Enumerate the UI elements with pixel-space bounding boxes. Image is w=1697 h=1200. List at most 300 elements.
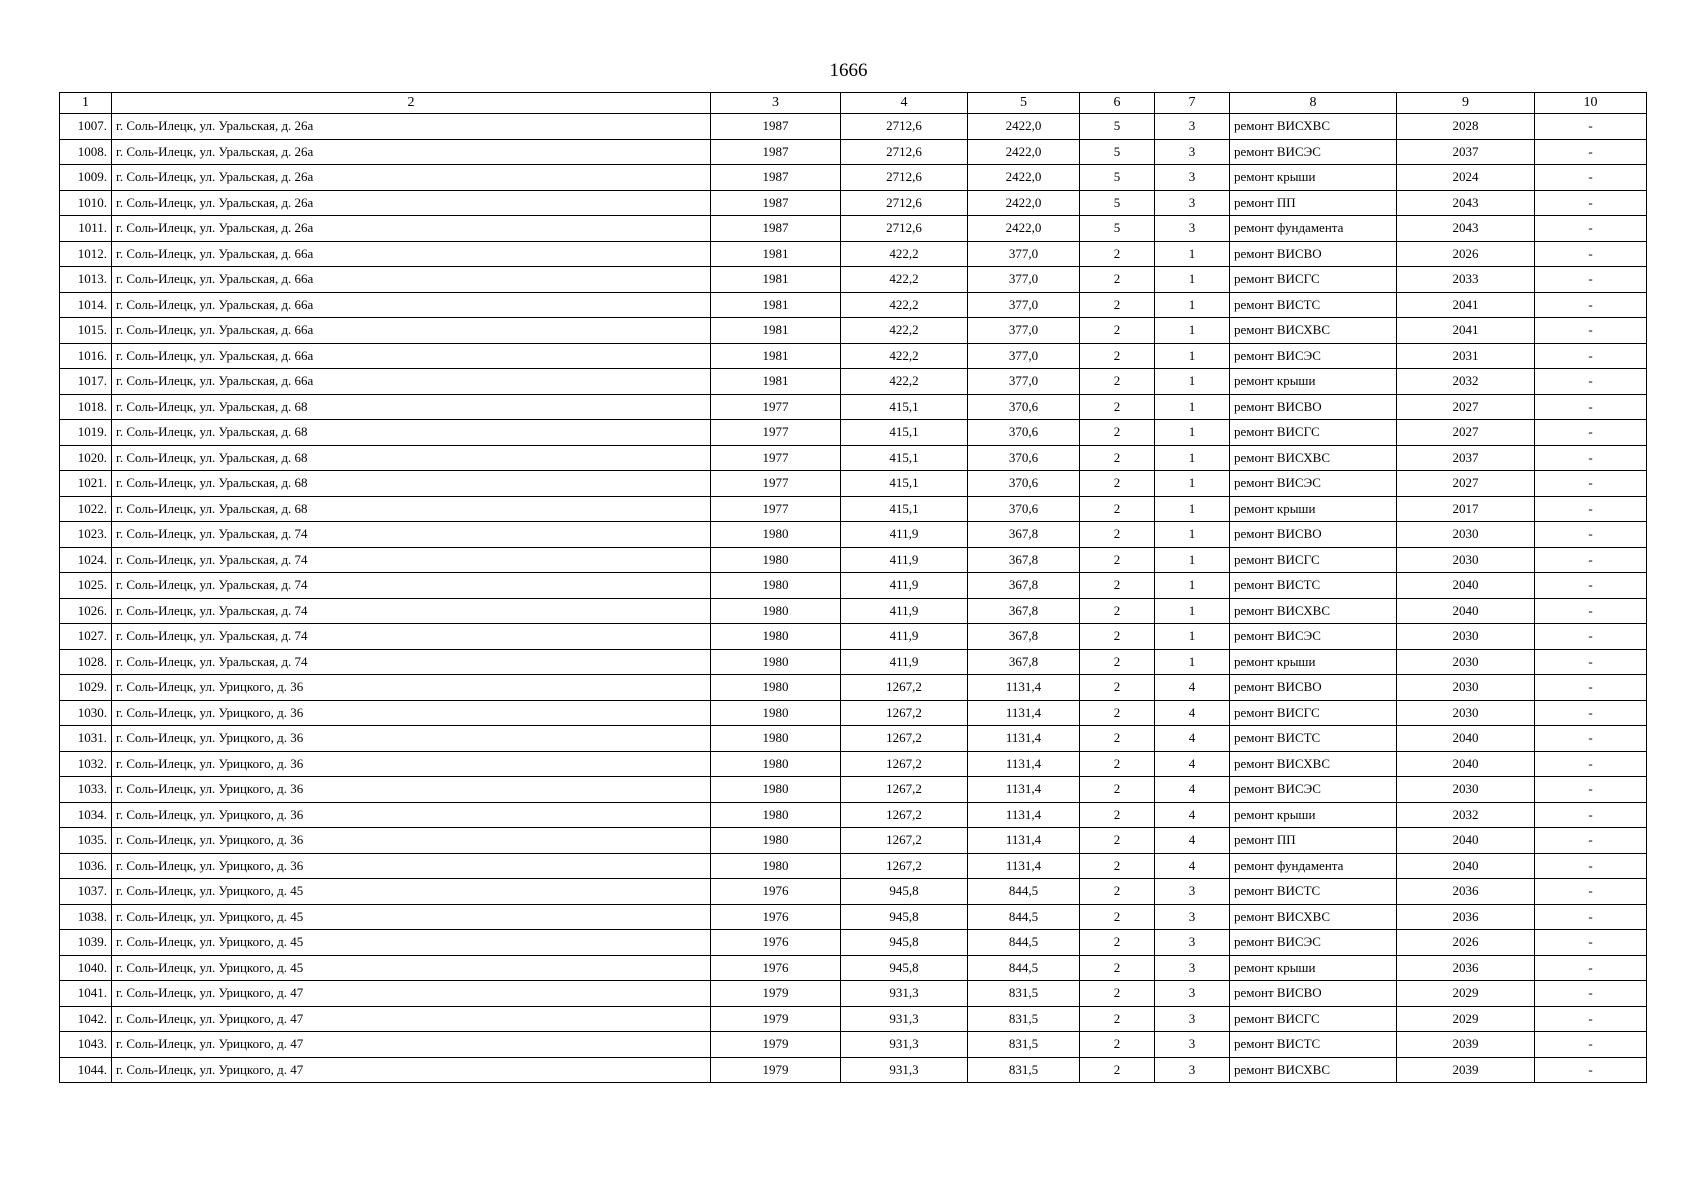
- cell-floors: 2: [1080, 649, 1155, 675]
- cell-note: -: [1535, 471, 1647, 497]
- cell-living-area: 370,6: [968, 420, 1080, 446]
- cell-planned-year: 2026: [1397, 241, 1535, 267]
- cell-work-type: ремонт ВИСЭС: [1230, 777, 1397, 803]
- cell-planned-year: 2029: [1397, 1006, 1535, 1032]
- cell-entrances: 3: [1155, 1006, 1230, 1032]
- cell-note: -: [1535, 675, 1647, 701]
- cell-total-area: 422,2: [841, 241, 968, 267]
- column-header: 4: [841, 93, 968, 114]
- cell-address: г. Соль-Илецк, ул. Урицкого, д. 36: [112, 853, 711, 879]
- table-row: [60, 522, 1647, 548]
- table-row: [60, 879, 1647, 905]
- cell-planned-year: 2024: [1397, 165, 1535, 191]
- cell-planned-year: 2030: [1397, 649, 1535, 675]
- cell-row-number: 1028.: [60, 649, 112, 675]
- cell-entrances: 4: [1155, 777, 1230, 803]
- cell-floors: 2: [1080, 879, 1155, 905]
- cell-note: -: [1535, 777, 1647, 803]
- cell-row-number: 1032.: [60, 751, 112, 777]
- cell-year-built: 1979: [711, 981, 841, 1007]
- cell-address: г. Соль-Илецк, ул. Уральская, д. 74: [112, 649, 711, 675]
- cell-work-type: ремонт ВИСЭС: [1230, 930, 1397, 956]
- cell-planned-year: 2030: [1397, 624, 1535, 650]
- cell-work-type: ремонт ВИСВО: [1230, 675, 1397, 701]
- cell-row-number: 1044.: [60, 1057, 112, 1083]
- cell-note: -: [1535, 598, 1647, 624]
- table-row: [60, 267, 1647, 293]
- cell-living-area: 370,6: [968, 394, 1080, 420]
- cell-note: -: [1535, 981, 1647, 1007]
- cell-address: г. Соль-Илецк, ул. Урицкого, д. 47: [112, 981, 711, 1007]
- cell-entrances: 3: [1155, 139, 1230, 165]
- cell-year-built: 1976: [711, 955, 841, 981]
- cell-entrances: 3: [1155, 981, 1230, 1007]
- cell-planned-year: 2039: [1397, 1057, 1535, 1083]
- cell-address: г. Соль-Илецк, ул. Уральская, д. 26а: [112, 114, 711, 140]
- cell-entrances: 3: [1155, 955, 1230, 981]
- cell-row-number: 1025.: [60, 573, 112, 599]
- cell-entrances: 3: [1155, 190, 1230, 216]
- cell-note: -: [1535, 853, 1647, 879]
- cell-year-built: 1980: [711, 649, 841, 675]
- cell-work-type: ремонт ВИСТС: [1230, 1032, 1397, 1058]
- cell-floors: 2: [1080, 292, 1155, 318]
- cell-note: -: [1535, 139, 1647, 165]
- cell-work-type: ремонт ВИСВО: [1230, 522, 1397, 548]
- cell-entrances: 4: [1155, 751, 1230, 777]
- cell-entrances: 4: [1155, 828, 1230, 854]
- cell-floors: 2: [1080, 802, 1155, 828]
- cell-floors: 2: [1080, 700, 1155, 726]
- cell-row-number: 1024.: [60, 547, 112, 573]
- cell-row-number: 1030.: [60, 700, 112, 726]
- cell-planned-year: 2017: [1397, 496, 1535, 522]
- cell-note: -: [1535, 267, 1647, 293]
- cell-entrances: 1: [1155, 241, 1230, 267]
- cell-row-number: 1040.: [60, 955, 112, 981]
- cell-work-type: ремонт ВИСГС: [1230, 700, 1397, 726]
- table-row: [60, 369, 1647, 395]
- table-row: [60, 190, 1647, 216]
- cell-work-type: ремонт ВИСЭС: [1230, 343, 1397, 369]
- cell-note: -: [1535, 445, 1647, 471]
- cell-planned-year: 2026: [1397, 930, 1535, 956]
- cell-planned-year: 2037: [1397, 139, 1535, 165]
- cell-living-area: 1131,4: [968, 726, 1080, 752]
- cell-address: г. Соль-Илецк, ул. Уральская, д. 26а: [112, 139, 711, 165]
- cell-floors: 2: [1080, 598, 1155, 624]
- cell-row-number: 1008.: [60, 139, 112, 165]
- cell-row-number: 1016.: [60, 343, 112, 369]
- cell-living-area: 1131,4: [968, 675, 1080, 701]
- cell-address: г. Соль-Илецк, ул. Уральская, д. 66а: [112, 241, 711, 267]
- cell-work-type: ремонт ВИСГС: [1230, 1006, 1397, 1032]
- cell-entrances: 1: [1155, 394, 1230, 420]
- cell-living-area: 377,0: [968, 241, 1080, 267]
- table-row: [60, 777, 1647, 803]
- cell-living-area: 844,5: [968, 955, 1080, 981]
- cell-row-number: 1038.: [60, 904, 112, 930]
- cell-floors: 5: [1080, 114, 1155, 140]
- cell-note: -: [1535, 573, 1647, 599]
- cell-row-number: 1014.: [60, 292, 112, 318]
- cell-total-area: 2712,6: [841, 114, 968, 140]
- cell-row-number: 1020.: [60, 445, 112, 471]
- cell-planned-year: 2030: [1397, 547, 1535, 573]
- cell-work-type: ремонт ВИСХВС: [1230, 445, 1397, 471]
- cell-row-number: 1042.: [60, 1006, 112, 1032]
- table-row: [60, 1057, 1647, 1083]
- cell-year-built: 1987: [711, 216, 841, 242]
- cell-address: г. Соль-Илецк, ул. Уральская, д. 74: [112, 598, 711, 624]
- cell-total-area: 415,1: [841, 496, 968, 522]
- table-row: [60, 751, 1647, 777]
- cell-work-type: ремонт ВИСХВС: [1230, 904, 1397, 930]
- cell-work-type: ремонт фундамента: [1230, 216, 1397, 242]
- cell-living-area: 370,6: [968, 471, 1080, 497]
- cell-note: -: [1535, 292, 1647, 318]
- cell-planned-year: 2030: [1397, 675, 1535, 701]
- cell-year-built: 1977: [711, 471, 841, 497]
- cell-floors: 2: [1080, 981, 1155, 1007]
- cell-year-built: 1980: [711, 777, 841, 803]
- cell-planned-year: 2037: [1397, 445, 1535, 471]
- cell-year-built: 1980: [711, 700, 841, 726]
- cell-total-area: 411,9: [841, 598, 968, 624]
- table-row: [60, 318, 1647, 344]
- table-row: [60, 828, 1647, 854]
- column-header: 8: [1230, 93, 1397, 114]
- cell-row-number: 1018.: [60, 394, 112, 420]
- table-row: [60, 930, 1647, 956]
- cell-total-area: 2712,6: [841, 139, 968, 165]
- cell-address: г. Соль-Илецк, ул. Урицкого, д. 36: [112, 726, 711, 752]
- cell-living-area: 377,0: [968, 318, 1080, 344]
- cell-work-type: ремонт ПП: [1230, 190, 1397, 216]
- cell-address: г. Соль-Илецк, ул. Урицкого, д. 45: [112, 904, 711, 930]
- cell-floors: 2: [1080, 828, 1155, 854]
- cell-entrances: 1: [1155, 292, 1230, 318]
- cell-year-built: 1981: [711, 369, 841, 395]
- cell-row-number: 1010.: [60, 190, 112, 216]
- cell-entrances: 3: [1155, 879, 1230, 905]
- cell-work-type: ремонт ВИСВО: [1230, 981, 1397, 1007]
- cell-total-area: 931,3: [841, 1032, 968, 1058]
- cell-row-number: 1029.: [60, 675, 112, 701]
- table-row: [60, 598, 1647, 624]
- cell-planned-year: 2031: [1397, 343, 1535, 369]
- cell-work-type: ремонт ПП: [1230, 828, 1397, 854]
- cell-total-area: 945,8: [841, 930, 968, 956]
- cell-address: г. Соль-Илецк, ул. Уральская, д. 74: [112, 547, 711, 573]
- cell-address: г. Соль-Илецк, ул. Уральская, д. 66а: [112, 369, 711, 395]
- cell-address: г. Соль-Илецк, ул. Уральская, д. 68: [112, 420, 711, 446]
- cell-floors: 2: [1080, 522, 1155, 548]
- cell-note: -: [1535, 369, 1647, 395]
- cell-address: г. Соль-Илецк, ул. Урицкого, д. 45: [112, 955, 711, 981]
- cell-total-area: 945,8: [841, 904, 968, 930]
- cell-note: -: [1535, 1032, 1647, 1058]
- cell-floors: 2: [1080, 904, 1155, 930]
- table-body: [60, 114, 1647, 1083]
- cell-floors: 2: [1080, 445, 1155, 471]
- cell-row-number: 1013.: [60, 267, 112, 293]
- cell-living-area: 831,5: [968, 1032, 1080, 1058]
- cell-total-area: 945,8: [841, 879, 968, 905]
- cell-row-number: 1037.: [60, 879, 112, 905]
- cell-note: -: [1535, 420, 1647, 446]
- cell-floors: 2: [1080, 394, 1155, 420]
- table-row: [60, 445, 1647, 471]
- cell-floors: 2: [1080, 420, 1155, 446]
- cell-note: -: [1535, 343, 1647, 369]
- cell-address: г. Соль-Илецк, ул. Уральская, д. 26а: [112, 165, 711, 191]
- table-row: [60, 241, 1647, 267]
- cell-entrances: 4: [1155, 853, 1230, 879]
- cell-living-area: 367,8: [968, 649, 1080, 675]
- cell-planned-year: 2027: [1397, 471, 1535, 497]
- cell-floors: 2: [1080, 343, 1155, 369]
- cell-year-built: 1977: [711, 496, 841, 522]
- cell-row-number: 1021.: [60, 471, 112, 497]
- cell-address: г. Соль-Илецк, ул. Урицкого, д. 47: [112, 1032, 711, 1058]
- cell-total-area: 945,8: [841, 955, 968, 981]
- cell-row-number: 1007.: [60, 114, 112, 140]
- cell-row-number: 1022.: [60, 496, 112, 522]
- cell-row-number: 1036.: [60, 853, 112, 879]
- cell-row-number: 1039.: [60, 930, 112, 956]
- cell-row-number: 1043.: [60, 1032, 112, 1058]
- cell-work-type: ремонт ВИСХВС: [1230, 751, 1397, 777]
- cell-note: -: [1535, 547, 1647, 573]
- cell-address: г. Соль-Илецк, ул. Урицкого, д. 36: [112, 802, 711, 828]
- cell-entrances: 1: [1155, 343, 1230, 369]
- cell-address: г. Соль-Илецк, ул. Уральская, д. 68: [112, 471, 711, 497]
- table-row: [60, 1032, 1647, 1058]
- cell-floors: 2: [1080, 726, 1155, 752]
- cell-year-built: 1980: [711, 573, 841, 599]
- cell-floors: 2: [1080, 496, 1155, 522]
- cell-year-built: 1981: [711, 343, 841, 369]
- table-row: [60, 165, 1647, 191]
- cell-address: г. Соль-Илецк, ул. Уральская, д. 68: [112, 445, 711, 471]
- cell-note: -: [1535, 216, 1647, 242]
- cell-floors: 2: [1080, 853, 1155, 879]
- cell-entrances: 1: [1155, 369, 1230, 395]
- cell-total-area: 931,3: [841, 1006, 968, 1032]
- cell-total-area: 1267,2: [841, 700, 968, 726]
- cell-row-number: 1011.: [60, 216, 112, 242]
- cell-planned-year: 2030: [1397, 522, 1535, 548]
- cell-planned-year: 2028: [1397, 114, 1535, 140]
- cell-planned-year: 2039: [1397, 1032, 1535, 1058]
- cell-year-built: 1980: [711, 828, 841, 854]
- cell-address: г. Соль-Илецк, ул. Урицкого, д. 36: [112, 675, 711, 701]
- cell-entrances: 1: [1155, 522, 1230, 548]
- cell-address: г. Соль-Илецк, ул. Урицкого, д. 47: [112, 1057, 711, 1083]
- cell-floors: 2: [1080, 471, 1155, 497]
- cell-note: -: [1535, 930, 1647, 956]
- column-header: 9: [1397, 93, 1535, 114]
- cell-planned-year: 2040: [1397, 598, 1535, 624]
- table-row: [60, 955, 1647, 981]
- cell-year-built: 1977: [711, 445, 841, 471]
- cell-floors: 2: [1080, 267, 1155, 293]
- table-row: [60, 343, 1647, 369]
- cell-planned-year: 2030: [1397, 777, 1535, 803]
- cell-work-type: ремонт ВИСХВС: [1230, 114, 1397, 140]
- cell-row-number: 1012.: [60, 241, 112, 267]
- cell-work-type: ремонт ВИСЭС: [1230, 624, 1397, 650]
- cell-total-area: 2712,6: [841, 190, 968, 216]
- table-row: [60, 139, 1647, 165]
- cell-living-area: 1131,4: [968, 777, 1080, 803]
- table-row: [60, 700, 1647, 726]
- cell-living-area: 844,5: [968, 879, 1080, 905]
- cell-note: -: [1535, 114, 1647, 140]
- cell-total-area: 1267,2: [841, 726, 968, 752]
- table-row: [60, 853, 1647, 879]
- cell-entrances: 3: [1155, 1057, 1230, 1083]
- header-row: [60, 93, 1647, 114]
- table-row: [60, 675, 1647, 701]
- cell-year-built: 1976: [711, 904, 841, 930]
- cell-year-built: 1980: [711, 675, 841, 701]
- table-row: [60, 802, 1647, 828]
- cell-floors: 2: [1080, 318, 1155, 344]
- cell-floors: 5: [1080, 216, 1155, 242]
- cell-note: -: [1535, 879, 1647, 905]
- cell-note: -: [1535, 624, 1647, 650]
- cell-living-area: 1131,4: [968, 853, 1080, 879]
- cell-entrances: 1: [1155, 496, 1230, 522]
- cell-work-type: ремонт крыши: [1230, 802, 1397, 828]
- table-row: [60, 1006, 1647, 1032]
- cell-entrances: 3: [1155, 904, 1230, 930]
- cell-work-type: ремонт ВИСХВС: [1230, 598, 1397, 624]
- cell-work-type: ремонт ВИСГС: [1230, 547, 1397, 573]
- register-table: [59, 92, 1647, 1083]
- cell-work-type: ремонт крыши: [1230, 496, 1397, 522]
- cell-living-area: 2422,0: [968, 114, 1080, 140]
- cell-year-built: 1976: [711, 879, 841, 905]
- cell-row-number: 1034.: [60, 802, 112, 828]
- table-row: [60, 904, 1647, 930]
- cell-address: г. Соль-Илецк, ул. Уральская, д. 74: [112, 573, 711, 599]
- cell-address: г. Соль-Илецк, ул. Уральская, д. 66а: [112, 343, 711, 369]
- cell-total-area: 422,2: [841, 369, 968, 395]
- cell-address: г. Соль-Илецк, ул. Уральская, д. 68: [112, 496, 711, 522]
- cell-year-built: 1980: [711, 522, 841, 548]
- cell-work-type: ремонт ВИСВО: [1230, 394, 1397, 420]
- cell-floors: 2: [1080, 930, 1155, 956]
- cell-year-built: 1977: [711, 394, 841, 420]
- cell-living-area: 1131,4: [968, 828, 1080, 854]
- cell-address: г. Соль-Илецк, ул. Уральская, д. 68: [112, 394, 711, 420]
- cell-row-number: 1027.: [60, 624, 112, 650]
- cell-work-type: ремонт крыши: [1230, 955, 1397, 981]
- column-header: 3: [711, 93, 841, 114]
- cell-living-area: 2422,0: [968, 190, 1080, 216]
- cell-note: -: [1535, 522, 1647, 548]
- cell-planned-year: 2036: [1397, 955, 1535, 981]
- cell-address: г. Соль-Илецк, ул. Уральская, д. 74: [112, 522, 711, 548]
- cell-total-area: 415,1: [841, 471, 968, 497]
- cell-work-type: ремонт крыши: [1230, 649, 1397, 675]
- cell-total-area: 415,1: [841, 420, 968, 446]
- table-row: [60, 726, 1647, 752]
- cell-work-type: ремонт крыши: [1230, 165, 1397, 191]
- cell-living-area: 370,6: [968, 496, 1080, 522]
- cell-planned-year: 2032: [1397, 369, 1535, 395]
- cell-year-built: 1987: [711, 165, 841, 191]
- cell-row-number: 1026.: [60, 598, 112, 624]
- cell-address: г. Соль-Илецк, ул. Урицкого, д. 45: [112, 879, 711, 905]
- cell-total-area: 1267,2: [841, 828, 968, 854]
- cell-note: -: [1535, 726, 1647, 752]
- cell-year-built: 1987: [711, 190, 841, 216]
- cell-row-number: 1041.: [60, 981, 112, 1007]
- cell-year-built: 1981: [711, 318, 841, 344]
- table-row: [60, 547, 1647, 573]
- cell-row-number: 1019.: [60, 420, 112, 446]
- cell-planned-year: 2030: [1397, 700, 1535, 726]
- cell-year-built: 1981: [711, 292, 841, 318]
- cell-work-type: ремонт фундамента: [1230, 853, 1397, 879]
- cell-planned-year: 2040: [1397, 726, 1535, 752]
- cell-year-built: 1976: [711, 930, 841, 956]
- cell-work-type: ремонт ВИСЭС: [1230, 139, 1397, 165]
- cell-total-area: 415,1: [841, 445, 968, 471]
- cell-entrances: 3: [1155, 114, 1230, 140]
- cell-year-built: 1980: [711, 598, 841, 624]
- table-row: [60, 420, 1647, 446]
- cell-address: г. Соль-Илецк, ул. Уральская, д. 74: [112, 624, 711, 650]
- cell-year-built: 1979: [711, 1057, 841, 1083]
- cell-work-type: ремонт ВИСВО: [1230, 241, 1397, 267]
- cell-work-type: ремонт ВИСХВС: [1230, 1057, 1397, 1083]
- cell-work-type: ремонт ВИСТС: [1230, 292, 1397, 318]
- cell-living-area: 831,5: [968, 1057, 1080, 1083]
- cell-address: г. Соль-Илецк, ул. Урицкого, д. 36: [112, 751, 711, 777]
- cell-living-area: 367,8: [968, 573, 1080, 599]
- cell-total-area: 931,3: [841, 981, 968, 1007]
- cell-entrances: 3: [1155, 930, 1230, 956]
- cell-entrances: 4: [1155, 726, 1230, 752]
- cell-row-number: 1009.: [60, 165, 112, 191]
- cell-floors: 2: [1080, 624, 1155, 650]
- cell-living-area: 367,8: [968, 522, 1080, 548]
- cell-living-area: 831,5: [968, 1006, 1080, 1032]
- cell-living-area: 2422,0: [968, 139, 1080, 165]
- cell-planned-year: 2040: [1397, 573, 1535, 599]
- cell-note: -: [1535, 955, 1647, 981]
- cell-address: г. Соль-Илецк, ул. Урицкого, д. 36: [112, 777, 711, 803]
- cell-total-area: 415,1: [841, 394, 968, 420]
- cell-year-built: 1977: [711, 420, 841, 446]
- cell-address: г. Соль-Илецк, ул. Уральская, д. 66а: [112, 318, 711, 344]
- cell-floors: 2: [1080, 1057, 1155, 1083]
- cell-total-area: 422,2: [841, 292, 968, 318]
- cell-floors: 2: [1080, 241, 1155, 267]
- cell-work-type: ремонт ВИСТС: [1230, 879, 1397, 905]
- cell-floors: 5: [1080, 139, 1155, 165]
- cell-year-built: 1980: [711, 751, 841, 777]
- table-row: [60, 114, 1647, 140]
- table-header: [60, 93, 1647, 114]
- cell-total-area: 2712,6: [841, 165, 968, 191]
- cell-floors: 2: [1080, 369, 1155, 395]
